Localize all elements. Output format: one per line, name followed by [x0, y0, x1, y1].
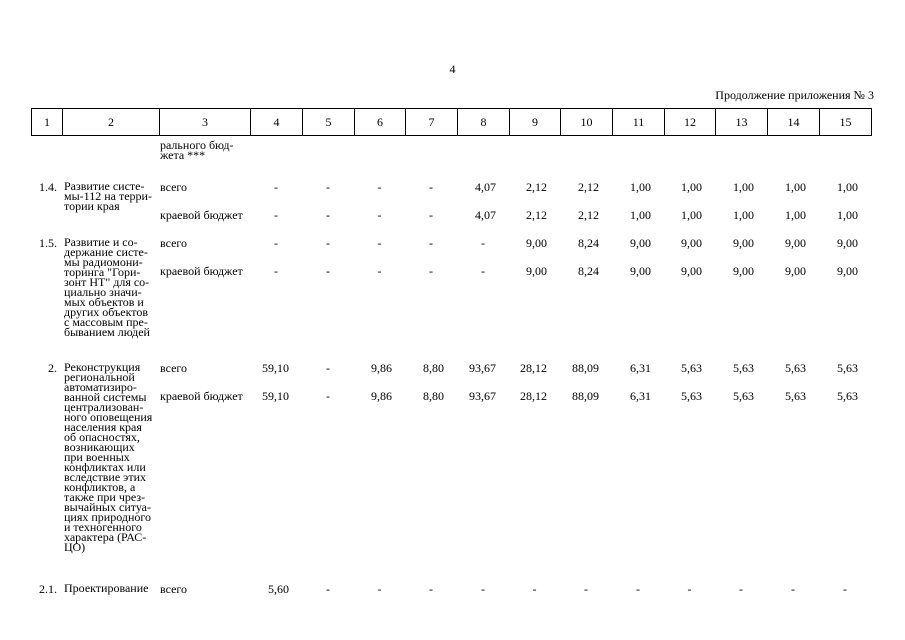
value-cell: 9,00: [526, 264, 547, 278]
value-cell: -: [326, 361, 330, 375]
value-cell: 8,24: [578, 236, 599, 250]
value-cell: 4,07: [475, 180, 496, 194]
value-cell: -: [429, 264, 433, 278]
value-cell: -: [687, 582, 692, 596]
header-col-10: 10: [561, 109, 613, 136]
value-cell: -: [274, 236, 278, 250]
value-cell: 9,00: [785, 264, 806, 278]
header-col-4: 4: [251, 109, 303, 136]
value-cell: 28,12: [520, 361, 547, 375]
value-cell: 9,86: [371, 361, 392, 375]
value-cell: 1,00: [681, 180, 702, 194]
value-cell: 1,00: [785, 208, 806, 222]
value-cell: 28,12: [520, 389, 547, 403]
budget-table-body: [0, 136, 905, 640]
value-cell: -: [377, 264, 382, 278]
appendix-continuation-note: Продолжение приложения № 3: [715, 88, 874, 102]
header-col-3: 3: [160, 109, 251, 136]
value-cell: 5,63: [785, 389, 806, 403]
row-description: Проектирование: [64, 581, 149, 595]
value-cell: 1,00: [785, 180, 806, 194]
value-cell: 8,80: [423, 389, 444, 403]
value-cell: 5,63: [681, 389, 702, 403]
funding-source: краевой бюджет: [160, 389, 243, 403]
header-col-1: 1: [32, 109, 63, 136]
value-cell: 5,63: [837, 389, 858, 403]
value-cell: -: [326, 582, 330, 596]
value-cell: 9,00: [733, 264, 754, 278]
value-cell: -: [326, 180, 330, 194]
value-cell: -: [584, 582, 588, 596]
header-row: [32, 109, 872, 136]
value-cell: 8,24: [578, 264, 599, 278]
value-cell: -: [429, 180, 433, 194]
value-cell: -: [843, 582, 847, 596]
value-cell: 5,63: [785, 361, 806, 375]
value-cell: -: [377, 236, 382, 250]
value-cell: -: [326, 389, 330, 403]
value-cell: 2,12: [526, 180, 547, 194]
funding-source: всего: [160, 236, 188, 250]
header-col-15: 15: [820, 109, 872, 136]
header-col-2: 2: [63, 109, 160, 136]
value-cell: 9,00: [733, 236, 754, 250]
value-cell: -: [532, 582, 537, 596]
value-cell: -: [481, 236, 485, 250]
row-description: Развитие и со- держание систе- мы радиомони- торинга "Гори- зонт НТ" для со- циально значи- мых объектов и других объектов с массовым пре- быванием людей: [64, 235, 150, 339]
value-cell: -: [429, 582, 433, 596]
value-cell: -: [274, 208, 278, 222]
value-cell: -: [377, 180, 382, 194]
value-cell: -: [636, 582, 640, 596]
value-cell: -: [481, 582, 485, 596]
value-cell: 5,63: [681, 361, 702, 375]
value-cell: 88,09: [572, 361, 599, 375]
row-description: Развитие систе- мы-112 на терри- тории края: [64, 179, 152, 213]
value-cell: -: [429, 208, 433, 222]
value-cell: 1,00: [630, 180, 651, 194]
funding-source: всего: [160, 180, 188, 194]
value-cell: 2,12: [526, 208, 547, 222]
value-cell: 8,80: [423, 361, 444, 375]
header-col-8: 8: [458, 109, 510, 136]
value-cell: 1,00: [681, 208, 702, 222]
value-cell: 88,09: [572, 389, 599, 403]
header-col-5: 5: [303, 109, 355, 136]
value-cell: -: [326, 264, 330, 278]
value-cell: -: [326, 208, 330, 222]
value-cell: 9,00: [785, 236, 806, 250]
value-cell: 2,12: [578, 180, 599, 194]
continued-source-fragment: рального бюд- жета ***: [160, 138, 234, 162]
header-col-9: 9: [510, 109, 561, 136]
row-description: Реконструкция региональной автоматизиро- ванной системы централизован- ного оповещения населения края об опасностях, возникающих при военных конфликтах или вследствие этих конфликтов, а также при чрез- вычайных ситуа- циях природного и техногенного характера (РАС- ЦО): [64, 360, 153, 554]
value-cell: 6,31: [630, 389, 651, 403]
funding-source: всего: [160, 361, 188, 375]
row-index: 1.5.: [39, 236, 57, 250]
value-cell: 9,00: [526, 236, 547, 250]
value-cell: 59,10: [262, 361, 289, 375]
value-cell: 9,00: [681, 236, 702, 250]
header-col-11: 11: [613, 109, 665, 136]
value-cell: 1,00: [837, 208, 858, 222]
value-cell: -: [377, 208, 382, 222]
value-cell: 9,00: [837, 264, 858, 278]
value-cell: -: [481, 264, 485, 278]
value-cell: 1,00: [733, 180, 754, 194]
value-cell: 9,00: [681, 264, 702, 278]
funding-source: краевой бюджет: [160, 208, 243, 222]
value-cell: 9,00: [630, 236, 651, 250]
value-cell: 6,31: [630, 361, 651, 375]
value-cell: -: [274, 264, 278, 278]
header-col-12: 12: [665, 109, 716, 136]
value-cell: -: [791, 582, 795, 596]
row-index: 1.4.: [39, 180, 57, 194]
value-cell: 5,60: [268, 582, 289, 596]
value-cell: -: [326, 236, 330, 250]
value-cell: 9,00: [837, 236, 858, 250]
funding-source: всего: [160, 582, 188, 596]
header-col-13: 13: [716, 109, 768, 136]
value-cell: 93,67: [469, 361, 496, 375]
page-number: 4: [449, 62, 456, 76]
value-cell: 1,00: [733, 208, 754, 222]
row-index: 2.1.: [39, 582, 57, 596]
value-cell: 9,00: [630, 264, 651, 278]
value-cell: 2,12: [578, 208, 599, 222]
value-cell: 1,00: [630, 208, 651, 222]
value-cell: 5,63: [733, 389, 754, 403]
value-cell: 5,63: [733, 361, 754, 375]
value-cell: 1,00: [837, 180, 858, 194]
value-cell: -: [274, 180, 278, 194]
value-cell: -: [377, 582, 382, 596]
row-index: 2.: [48, 361, 57, 375]
value-cell: 59,10: [262, 389, 289, 403]
value-cell: -: [429, 236, 433, 250]
value-cell: 4,07: [475, 208, 496, 222]
value-cell: -: [739, 582, 743, 596]
column-number-header: [31, 108, 872, 136]
header-col-6: 6: [355, 109, 406, 136]
funding-source: краевой бюджет: [160, 264, 243, 278]
value-cell: 9,86: [371, 389, 392, 403]
value-cell: 93,67: [469, 389, 496, 403]
header-col-14: 14: [768, 109, 820, 136]
header-col-7: 7: [406, 109, 458, 136]
value-cell: 5,63: [837, 361, 858, 375]
